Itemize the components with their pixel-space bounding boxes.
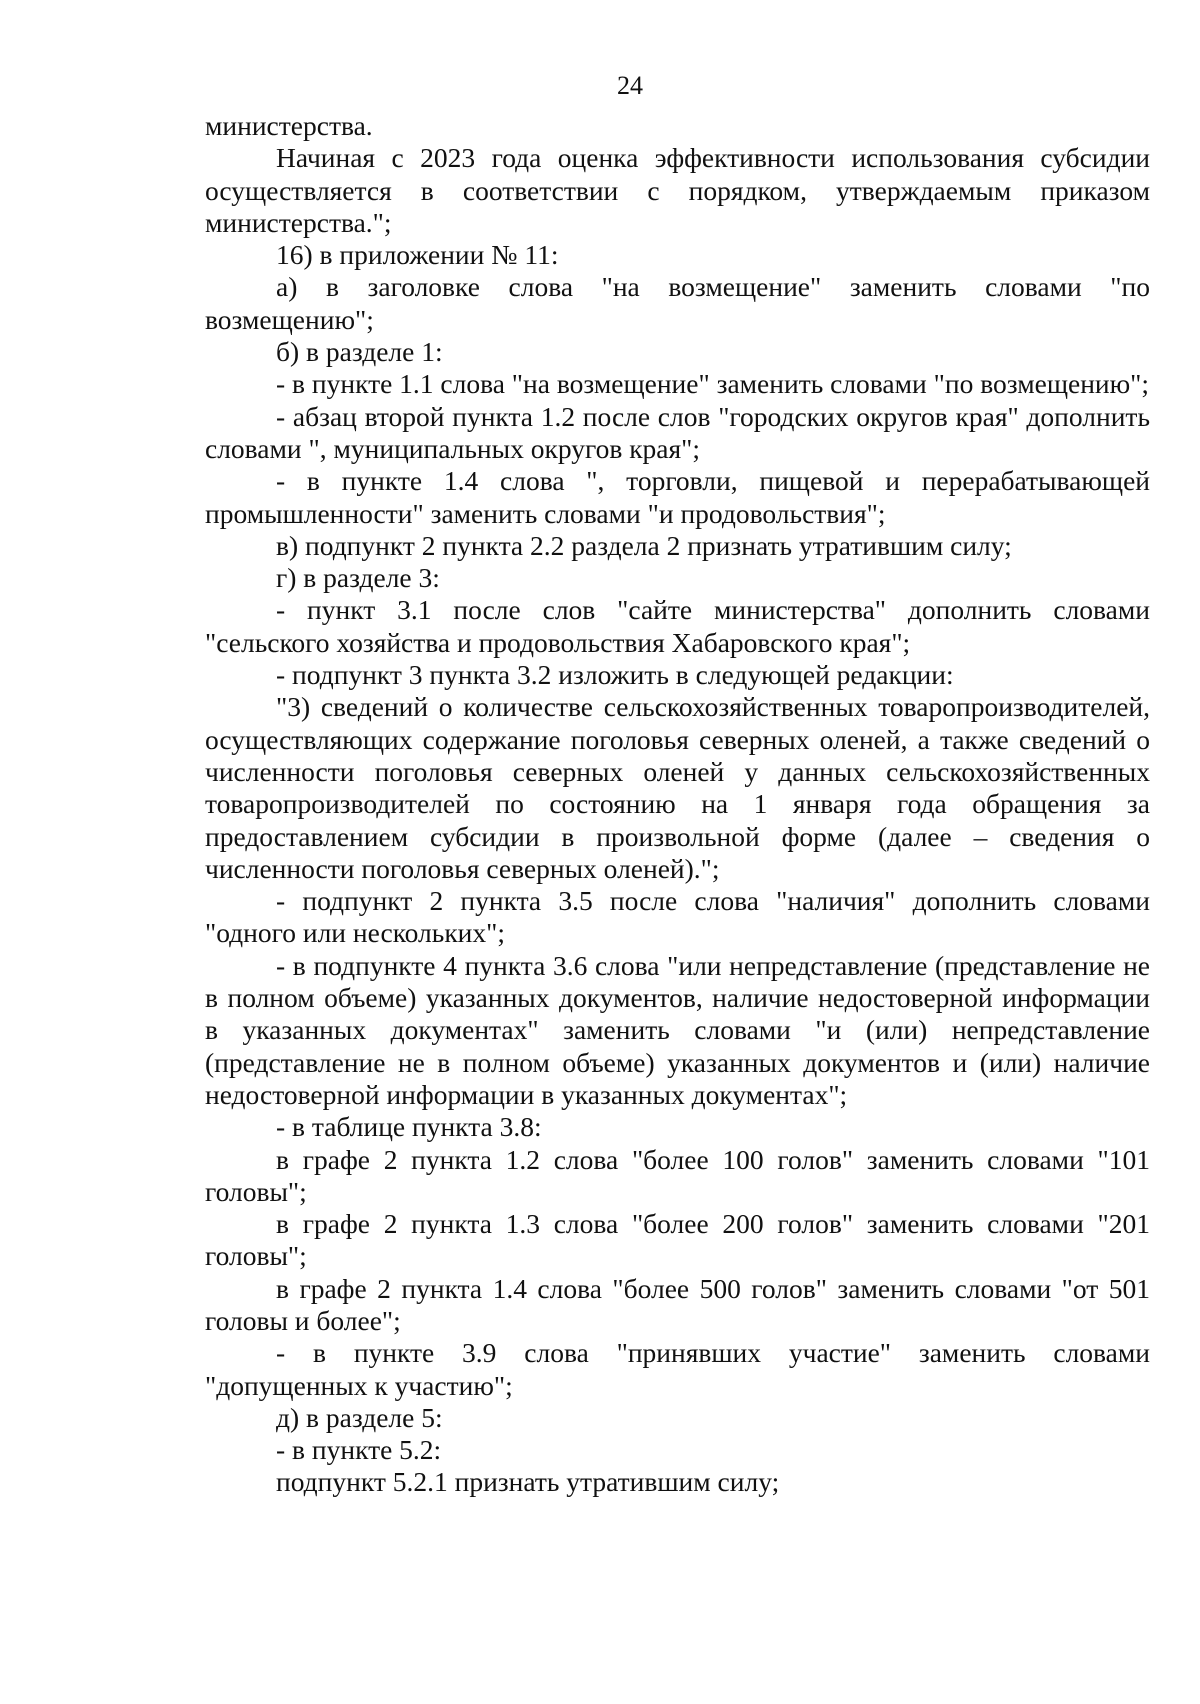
paragraph: - подпункт 2 пункта 3.5 после слова "наличия" дополнить словами "одного или нескольких"; — [205, 885, 1150, 949]
paragraph: министерства. — [205, 110, 373, 141]
paragraph: - в пункте 5.2: — [276, 1434, 442, 1466]
paragraph: - в таблице пункта 3.8: — [276, 1111, 542, 1143]
paragraph: в графе 2 пункта 1.3 слова "более 200 голов" заменить словами "201 головы"; — [205, 1208, 1150, 1272]
paragraph: г) в разделе 3: — [276, 562, 440, 594]
paragraph: - абзац второй пункта 1.2 после слов "городских округов края" дополнить словами ", муниципальных округов края"; — [205, 400, 1150, 464]
paragraph: - пункт 3.1 после слов "сайте министерства" дополнить словами "сельского хозяйства и продовольствия Хабаровского края"; — [205, 594, 1150, 658]
document-body — [205, 110, 1150, 1499]
paragraph: - подпункт 3 пункта 3.2 изложить в следующей редакции: — [276, 659, 954, 691]
page-number: 24 — [617, 71, 643, 100]
paragraph: в) подпункт 2 пункта 2.2 раздела 2 признать утратившим силу; — [276, 529, 1012, 561]
paragraph: - в пункте 3.9 слова "принявших участие" заменить словами "допущенных к участию"; — [205, 1337, 1150, 1401]
paragraph: д) в разделе 5: — [276, 1401, 443, 1433]
paragraph: 16) в приложении № 11: — [276, 239, 559, 271]
paragraph: в графе 2 пункта 1.2 слова "более 100 голов" заменить словами "101 головы"; — [205, 1143, 1150, 1207]
paragraph: "3) сведений о количестве сельскохозяйственных товаропроизводителей, осуществляющих содержание поголовья северных оленей, а также сведений о численности поголовья северных оленей у данных сельскохозяйственных товаропроизводителей по состоянию на 1 января года обращения за предоставлением субсидии в произвольной форме (далее – сведения о численности поголовья северных оленей)."; — [205, 691, 1150, 884]
paragraph: подпункт 5.2.1 признать утратившим силу; — [276, 1466, 780, 1498]
paragraph: - в пункте 1.1 слова "на возмещение" заменить словами "по возмещению"; — [276, 368, 1150, 400]
paragraph: - в подпункте 4 пункта 3.6 слова "или непредставление (представление не в полном объеме) указанных документов, наличие недостоверной информации в указанных документах" заменить словами "и (или) непредставление (представление не в полном объеме) указанных документов и (или) наличие недостоверной информации в указанных документах"; — [205, 949, 1150, 1110]
paragraph: б) в разделе 1: — [276, 336, 443, 368]
paragraph: - в пункте 1.4 слова ", торговли, пищевой и перерабатывающей промышленности" заменить словами "и продовольствия"; — [205, 465, 1150, 529]
paragraph: в графе 2 пункта 1.4 слова "более 500 голов" заменить словами "от 501 головы и более"; — [205, 1272, 1150, 1336]
paragraph: Начиная с 2023 года оценка эффективности использования субсидии осуществляется в соответствии с порядком, утверждаемым приказом министерства."; — [205, 142, 1150, 238]
paragraph: а) в заголовке слова "на возмещение" заменить словами "по возмещению"; — [205, 271, 1150, 335]
